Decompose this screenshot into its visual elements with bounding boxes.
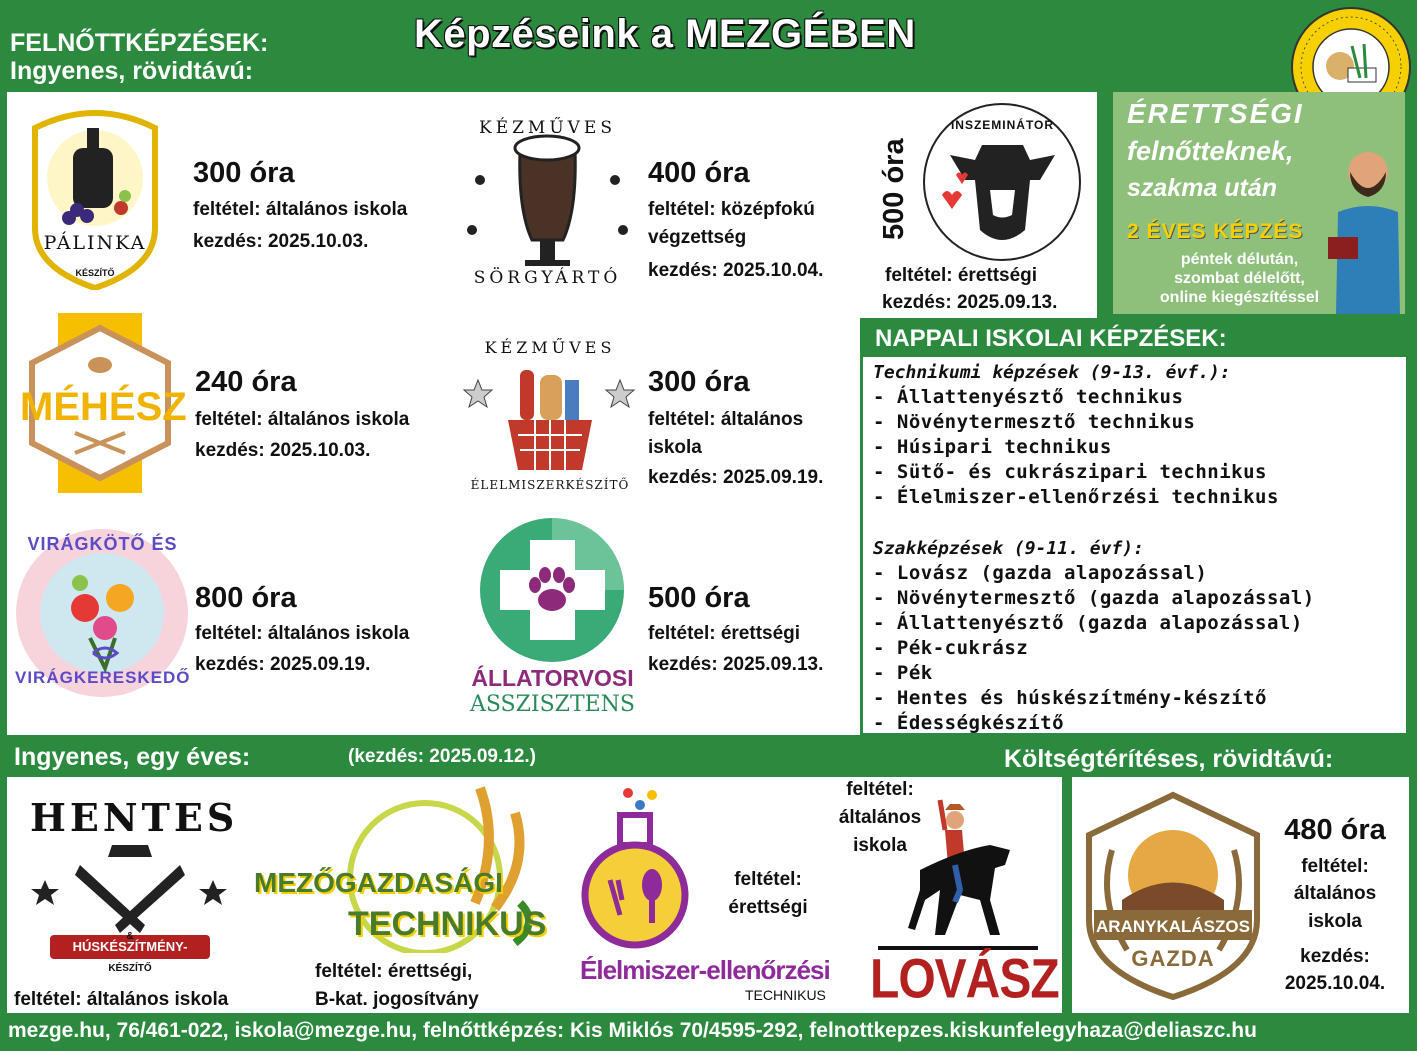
aranykalaszos-badge-icon [1082, 790, 1264, 1002]
sorgyarto-logo-icon [460, 100, 635, 295]
course-start: kezdés: 2025.10.04. [648, 260, 824, 281]
paid-condition-3: iskola [1308, 911, 1362, 932]
course-hours: 300 óra [648, 366, 750, 398]
list-item: - Növénytermesztő (gazda alapozással) [873, 587, 1315, 609]
lovasz-condition: feltétel: [846, 779, 914, 800]
elelmiszer-condition-2: érettségi [728, 897, 808, 918]
inszeminator-logo-icon [920, 100, 1085, 265]
course-hours: 400 óra [648, 157, 750, 189]
course-start: kezdés: 2025.09.13. [648, 654, 824, 675]
erettsegi-badge: 2 ÉVES KÉPZÉS [1127, 220, 1304, 243]
course-start: kezdés: 2025.09.19. [195, 654, 371, 675]
list-item: - Növénytermesztő technikus [873, 411, 1196, 433]
lovasz-condition-3: iskola [853, 835, 907, 856]
list-item: - Pék-cukrász [873, 637, 1029, 659]
erettsegi-line2: felnőtteknek, [1127, 136, 1294, 166]
list-item: - Állattenyésztő technikus [873, 386, 1184, 408]
course-condition: feltétel: általános iskola [195, 409, 410, 430]
elelmiszerkeszito-logo-icon [460, 320, 640, 500]
course-condition: feltétel: érettségi [648, 623, 801, 644]
mehesz-logo-icon [20, 313, 187, 493]
paid-condition: feltétel: [1301, 856, 1369, 877]
course-start: kezdés: 2025.09.19. [648, 467, 824, 488]
oneyear-start: (kezdés: 2025.09.12.) [348, 746, 537, 767]
hentes-logo-icon [30, 785, 239, 985]
erettsegi-line3: szakma után [1127, 174, 1278, 202]
hentes-condition: feltétel: általános iskola [14, 989, 229, 1010]
header-label-free: Ingyenes, rövidtávú: [10, 57, 254, 85]
elelmiszer-condition: feltétel: [734, 869, 802, 890]
hentes-logo-title: HENTES [30, 795, 239, 840]
lovasz-condition-2: általános [838, 807, 922, 828]
palinka-logo-sub: KÉSZÍTŐ [75, 268, 115, 278]
course-start: kezdés: 2025.09.13. [882, 292, 1058, 313]
list-item: - Lovász (gazda alapozással) [873, 562, 1208, 584]
paid-condition-2: általános [1293, 883, 1377, 904]
course-hours: 240 óra [195, 366, 297, 398]
allatorvosi-logo-icon [465, 515, 640, 720]
page-title: Képzéseink a MEZGÉBEN [414, 12, 916, 56]
course-hours: 300 óra [193, 157, 295, 189]
list-item: - Hentes és húskészítmény-készítő [873, 687, 1267, 709]
horse-rider-icon [900, 790, 1020, 940]
paid-start-2: 2025.10.04. [1284, 973, 1386, 994]
paid-hours: 480 óra [1284, 814, 1386, 846]
tech-section-title: Technikumi képzések (9-13. évf.): [873, 362, 1231, 383]
course-start: kezdés: 2025.10.03. [193, 231, 369, 252]
header-label-adult: FELNŐTTKÉPZÉSEK: [10, 29, 269, 57]
oneyear-label: Ingyenes, egy éves: [14, 743, 251, 771]
viragkoto-logo-bottom: VIRÁGKERESKEDŐ [15, 668, 191, 687]
list-item: - Élelmiszer-ellenőrzési technikus [873, 486, 1279, 508]
palinka-logo-icon [25, 108, 165, 290]
course-start: kezdés: 2025.10.03. [195, 440, 371, 461]
list-item: - Állattenyésztő (gazda alapozással) [873, 612, 1303, 634]
sorgyarto-logo-top: KÉZMŰVES [479, 118, 616, 138]
course-condition: feltétel: általános [648, 409, 804, 430]
course-hours: 500 óra [878, 138, 910, 240]
mezogazdasagi-logo-line1: MEZŐGAZDASÁGI [254, 867, 503, 898]
elelmiszer-ellenorzesi-logo-sub: TECHNIKUS [745, 987, 826, 1003]
viragkoto-logo-icon [15, 528, 190, 698]
erettsegi-info2: szombat délelőtt, [1174, 270, 1305, 287]
course-hours: 800 óra [195, 582, 297, 614]
erettsegi-info1: péntek délután, [1180, 251, 1299, 268]
course-condition: feltétel: érettségi [885, 265, 1038, 286]
elelmiszer-ellenorzesi-logo-text: Élelmiszer-ellenőrzési [580, 955, 830, 985]
course-hours: 500 óra [648, 582, 750, 614]
lovasz-logo-text: LOVÁSZ [870, 949, 1059, 1010]
course-condition: feltétel: középfokú [648, 199, 815, 220]
hentes-logo-ribbon: HÚSKÉSZÍTMÉNY- [72, 939, 188, 954]
paid-start: kezdés: [1300, 946, 1370, 967]
elelmiszerkeszito-logo-bottom: ÉLELMISZERKÉSZÍTŐ [470, 478, 630, 492]
nappali-title: NAPPALI ISKOLAI KÉPZÉSEK: [875, 325, 1227, 352]
list-item: - Húsipari technikus [873, 436, 1112, 458]
sorgyarto-logo-bottom: SÖRGYÁRTÓ [473, 268, 622, 288]
course-condition-2: iskola [648, 437, 702, 458]
mezogazdasagi-logo-icon [250, 783, 550, 953]
elelmiszerkeszito-logo-top: KÉZMŰVES [484, 338, 616, 357]
list-item: - Édességkészítő [873, 712, 1065, 734]
course-condition: feltétel: általános iskola [193, 199, 408, 220]
erettsegi-info [1127, 250, 1352, 307]
allatorvosi-logo-text: ÁLLATORVOSI [471, 665, 634, 691]
list-item: - Pék [873, 662, 933, 684]
erettsegi-promo [1113, 92, 1405, 314]
inszeminator-logo-text: INSZEMINÁTOR [950, 118, 1055, 132]
viragkoto-logo-top: VIRÁGKÖTŐ ÉS [27, 534, 178, 554]
aranykalaszos-line2: GAZDA [1131, 946, 1215, 971]
nappali-panel [860, 318, 1409, 736]
mezogazdasagi-condition: feltétel: érettségi, [315, 961, 473, 982]
allatorvosi-logo-sub: ASSZISZTENS [469, 692, 636, 717]
mehesz-logo-text: MÉHÉSZ [20, 385, 187, 429]
erettsegi-line1: ÉRETTSÉGI [1127, 98, 1304, 129]
szak-section-title: Szakképzések (9-11. évf): [873, 538, 1144, 559]
course-condition: feltétel: általános iskola [195, 623, 410, 644]
footer-contact: mezge.hu, 76/461-022, iskola@mezge.hu, felnőttképzés: Kis Miklós 70/4595-292, felnottkepzes.kiskunfelegyhaza@deliaszc.hu [8, 1019, 1257, 1042]
mezogazdasagi-logo-line2: TECHNIKUS [348, 905, 547, 943]
aranykalaszos-line1: ARANYKALÁSZOS [1096, 917, 1250, 936]
palinka-logo-text: PÁLINKA [43, 232, 147, 254]
mezogazdasagi-condition-2: B-kat. jogosítvány [315, 989, 479, 1010]
course-condition-2: végzettség [648, 227, 747, 248]
hentes-logo-amp: & [126, 931, 134, 942]
erettsegi-info3: online kiegészítéssel [1159, 289, 1320, 306]
paid-label: Költségtérítéses, rövidtávú: [1004, 745, 1334, 773]
list-item: - Sütő- és cukrászipari technikus [873, 461, 1267, 483]
hentes-logo-sub: KÉSZÍTŐ [108, 963, 152, 974]
